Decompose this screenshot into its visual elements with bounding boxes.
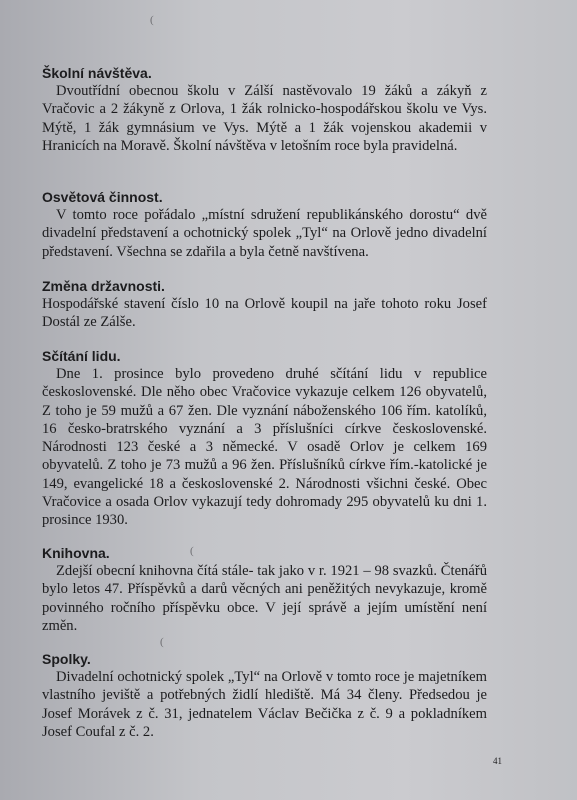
section-heading: Osvětová činnost. bbox=[42, 189, 163, 205]
section-text: Divadelní ochotnický spolek „Tyl“ na Orlově v tomto roce je majetníkem vlastního jeviště a potřebných židlí hlediště. Má 34 členy. Předsedou je Josef Morávek z č. 31, jednatelem Václav Bečička z č. 9 a pokladníkem Josef Coufal z č. 2. bbox=[42, 669, 487, 740]
section-heading: Změna državnosti. bbox=[42, 278, 165, 294]
section-heading: Spolky. bbox=[42, 651, 91, 667]
section-text: Zdejší obecní knihovna čítá stále- tak jako v r. 1921 – 98 svazků. Čtenářů bylo letos 47. Příspěvků a darů věcných ani peněžitých nevykazuje, kromě povinného ročního příspěvku obce. V její správě a jejím umístění není změn. bbox=[42, 563, 487, 634]
section-text: Dvoutřídní obecnou školu v Zálší nastěvovalo 19 žáků a zákyň z Vračovic a 2 žákyně z Orlova, 1 žák rolnicko-hospodářskou školu ve Vys. Mýtě, 1 žák gymnásium ve Vys. Mýtě a 1 žák vojenskou akademii v Hranicích na Moravě. Školní návštěva v letošním roce byla pravidelná. bbox=[42, 83, 487, 154]
section-heading: Knihovna. bbox=[42, 545, 110, 561]
section-osvetova-cinnost bbox=[42, 188, 487, 261]
section-zmena-drzebnosti bbox=[42, 277, 487, 332]
page-number: 41 bbox=[493, 756, 502, 766]
section-heading: Školní návštěva. bbox=[42, 65, 152, 81]
section-text: Dne 1. prosince bylo provedeno druhé sčítání lidu v republice československé. Dle něho obec Vračovice vykazuje celkem 126 obyvatelů, Z toho je 59 mužů a 67 žen. Dle vyznání náboženského 106 řím. katolíků, 16 česko-bratrského vyznání a 3 příslušníci církve československé. Národnosti 123 české a 3 německé. V osadě Orlov je celkem 169 obyvatelů. Z toho je 73 mužů a 96 žen. Příslušníků církve řím.-katolické je 149, evangelické 18 a československé 2. Národnosti všichni české. Obec Vračovice a osada Orlov vykazují tedy dohromady 295 obyvatelů ku dni 1. prosince 1930. bbox=[42, 366, 487, 529]
section-text: V tomto roce pořádalo „místní sdružení republikánského dorostu“ dvě divadelní představení a ochotnický spolek „Tyl“ na Orlově jedno divadelní představení. Všechna se zdařila a byla četně navštívena. bbox=[42, 207, 487, 260]
margin-mark: ( bbox=[190, 545, 194, 557]
section-knihovna bbox=[42, 544, 487, 635]
margin-mark: ( bbox=[160, 636, 164, 648]
section-heading: Sčítání lidu. bbox=[42, 348, 121, 364]
section-text: Hospodářské stavení číslo 10 na Orlově koupil na jaře tohoto roku Josef Dostál ze Zálše. bbox=[42, 296, 487, 331]
section-spolky bbox=[42, 650, 487, 741]
section-skolni-navsteva bbox=[42, 64, 487, 155]
margin-mark: ( bbox=[150, 14, 154, 26]
section-scitani-lidu bbox=[42, 347, 487, 530]
